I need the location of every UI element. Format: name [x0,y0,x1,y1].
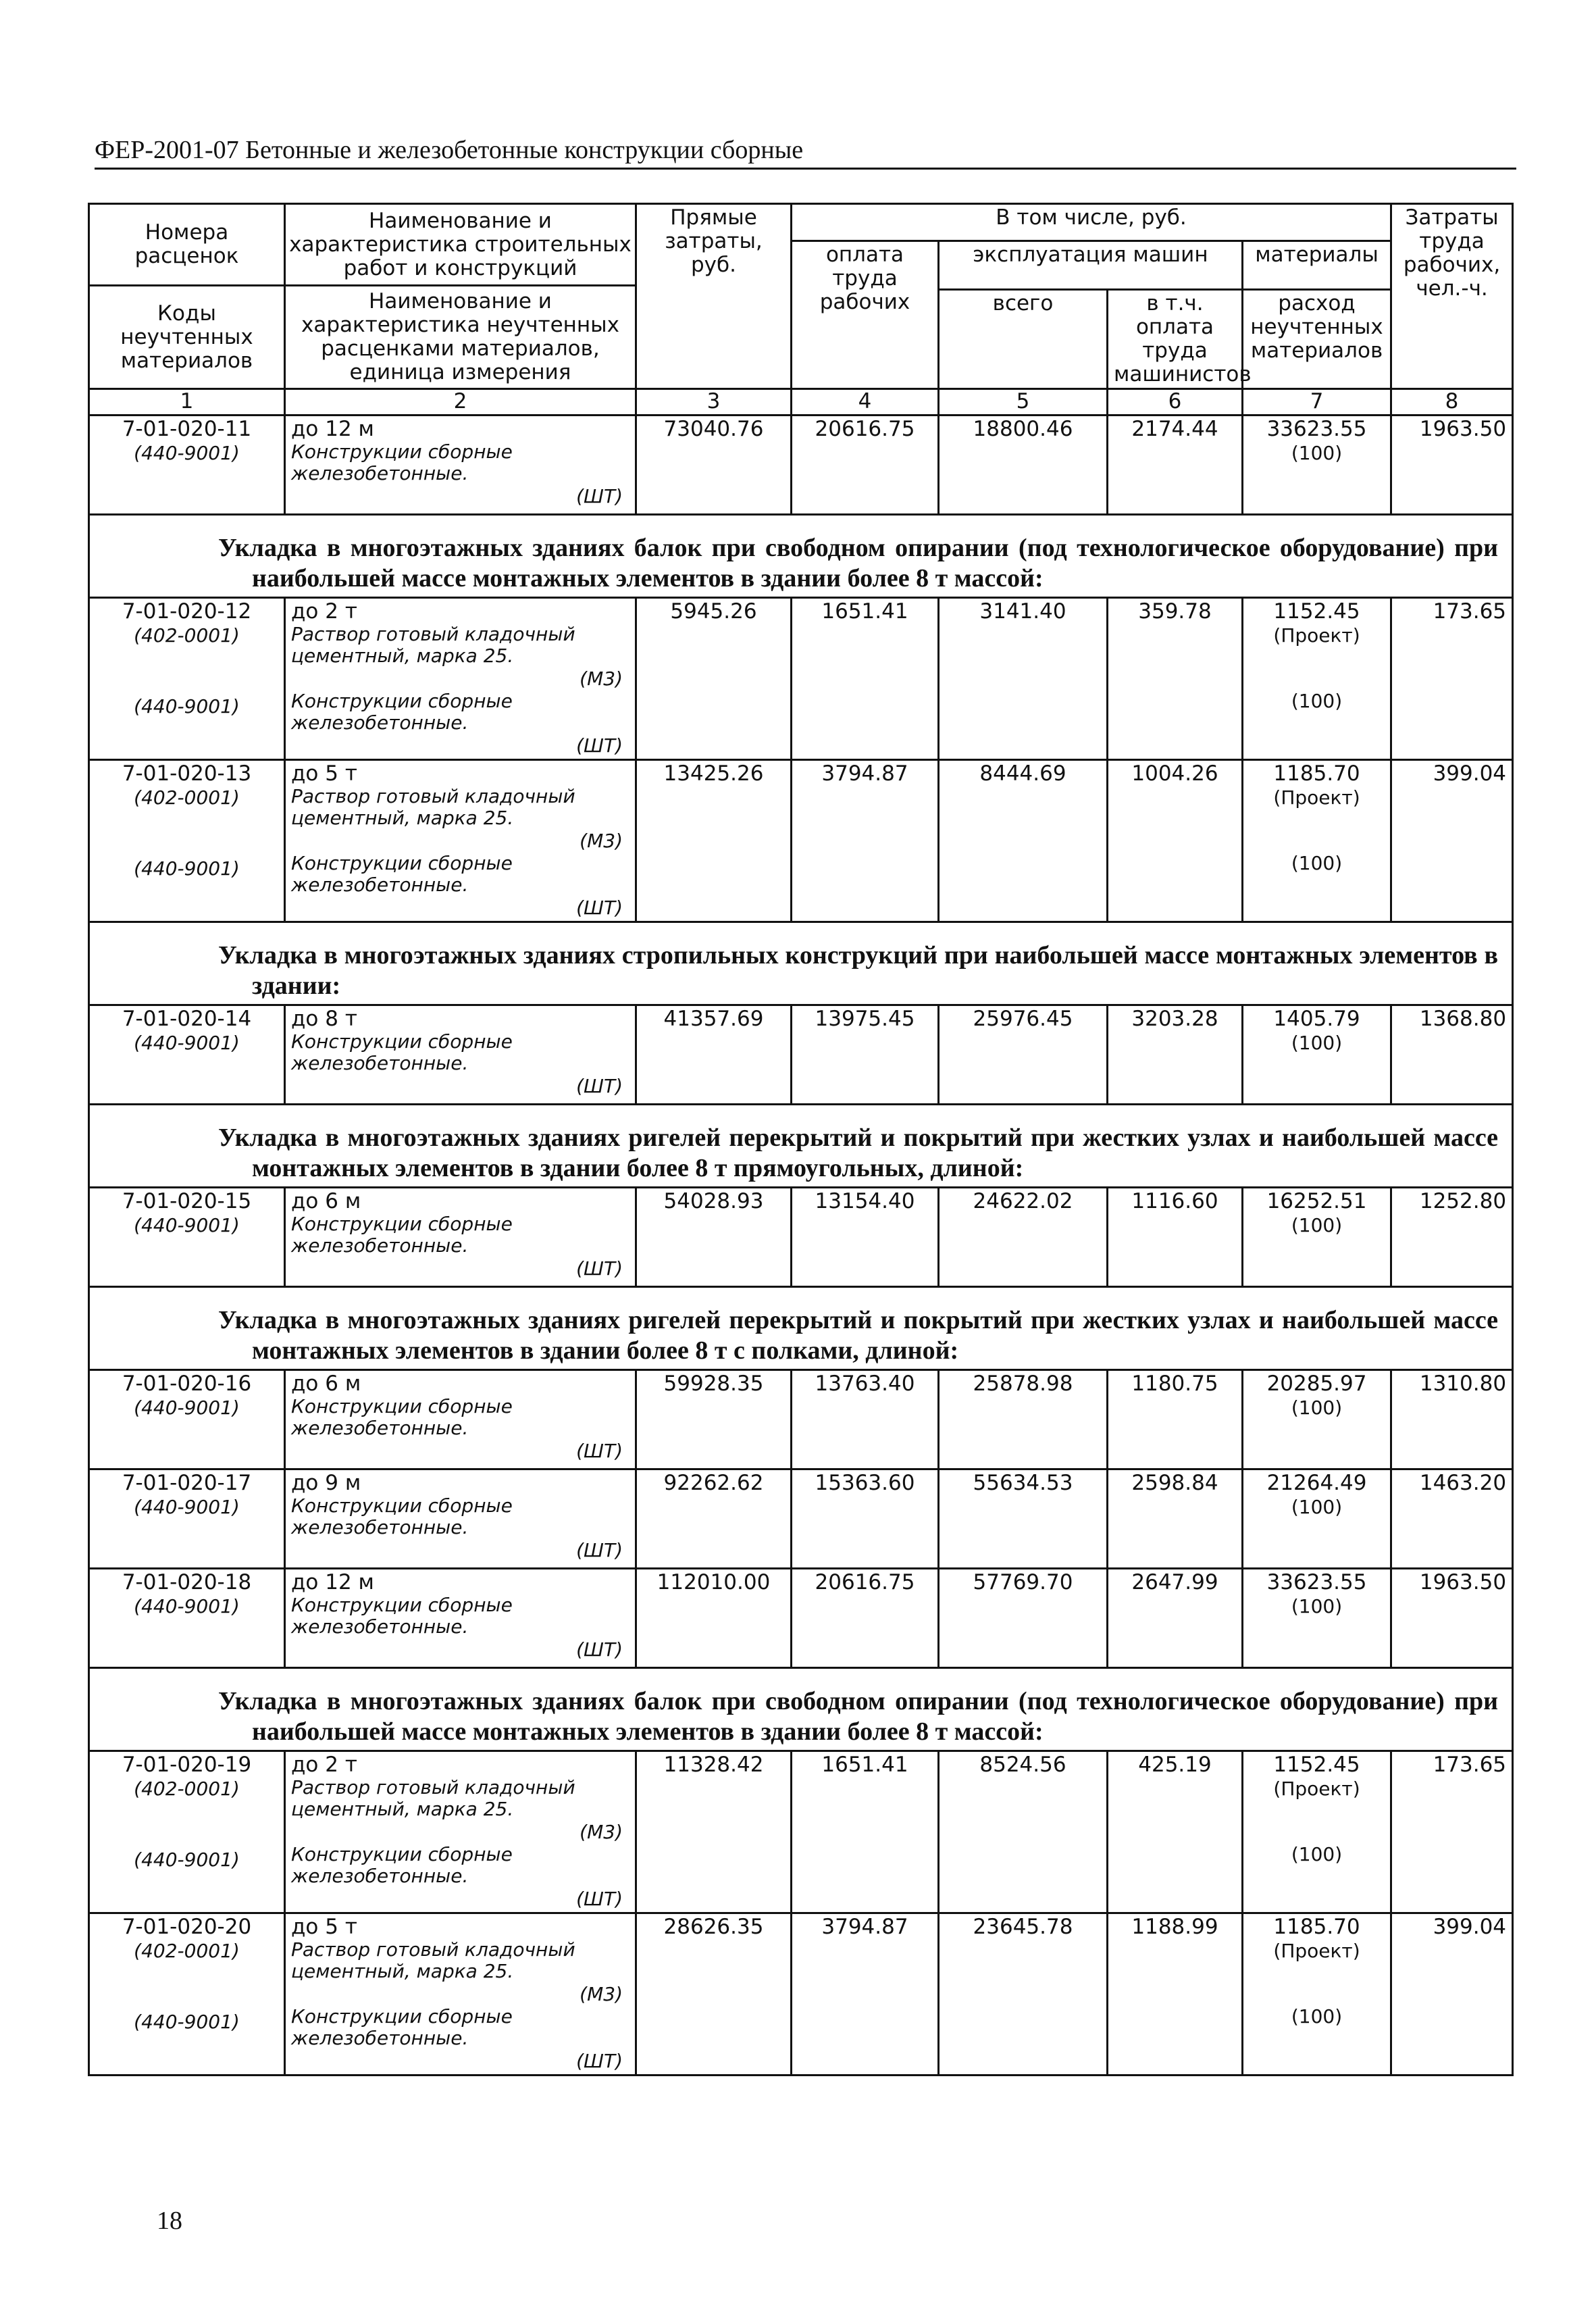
materials-quantity: (100) [1291,1843,1343,1865]
table-body [89,416,1513,2076]
machines-total-value: 25976.45 [939,1005,1108,1105]
material-unit: (ШТ) [576,485,623,507]
material-code: (402-0001) [134,1778,240,1800]
direct-costs-value: 11328.42 [636,1751,792,1913]
materials-cell [1243,1005,1391,1105]
material-name: Конструкции сборные железобетонные. [291,1494,513,1538]
material-code: (402-0001) [134,786,240,809]
material-name: Раствор готовый кладочный цементный, марка 25. [291,1938,575,1982]
material-name: Конструкции сборные железобетонные. [291,1395,513,1439]
header-col1 [89,204,285,389]
material-unit: (ШТ) [576,1888,623,1910]
column-number: 8 [1391,389,1513,416]
material-unit: (М3) [580,668,623,690]
material-code: (440-9001) [134,1032,240,1054]
operators-pay-value: 1188.99 [1108,1913,1243,2076]
header-materials-consumption: расход неучтенных материалов [1243,290,1391,389]
materials-quantity: (100) [1291,442,1343,464]
table-row [89,1005,1513,1105]
work-name-cell [285,1005,636,1105]
labor-pay-value: 20616.75 [792,1569,939,1668]
direct-costs-value: 5945.26 [636,598,792,760]
table-row [89,1569,1513,1668]
table-row [89,1469,1513,1569]
header-col2-top: Наименование и характеристика строительных работ и конструкций [286,205,635,286]
labor-pay-value: 13154.40 [792,1188,939,1287]
labor-pay-value: 13975.45 [792,1005,939,1105]
rate-code-cell [89,1913,285,2076]
spacer [1249,1801,1385,1842]
spacer [1249,1963,1385,2005]
labor-hours-value: 1252.80 [1391,1188,1513,1287]
work-name-cell [285,1370,636,1469]
materials-quantity: (100) [1291,852,1343,874]
price-table [88,203,1514,2076]
labor-hours-value: 399.04 [1391,1913,1513,2076]
labor-pay-value: 13763.40 [792,1370,939,1469]
machines-total-value: 25878.98 [939,1370,1108,1469]
table-row [89,760,1513,922]
direct-costs-value: 13425.26 [636,760,792,922]
work-name: до 9 м [291,1471,361,1495]
direct-costs-value: 112010.00 [636,1569,792,1668]
materials-value: 1185.70 [1273,761,1360,786]
table-row [89,416,1513,515]
material-code: (440-9001) [134,695,240,718]
rate-code: 7-01-020-16 [122,1372,252,1396]
machines-total-value: 24622.02 [939,1188,1108,1287]
work-name: до 2 т [291,1753,357,1777]
header-col2-bottom: Наименование и характеристика неучтенных расценками материалов, единица измерения [301,289,619,384]
spacer [1249,647,1385,689]
work-name-cell [285,1913,636,2076]
operators-pay-value: 1180.75 [1108,1370,1243,1469]
materials-quantity: (100) [1291,690,1343,712]
material-name: Конструкции сборные железобетонные. [291,441,513,484]
column-number: 4 [792,389,939,416]
labor-pay-value: 3794.87 [792,1913,939,2076]
materials-quantity: (100) [1291,1214,1343,1236]
spacer [95,809,278,857]
work-name-cell [285,416,636,515]
table-row [89,1751,1513,1913]
work-name-cell [285,760,636,922]
labor-pay-value: 15363.60 [792,1469,939,1569]
materials-value: 33623.55 [1266,417,1367,441]
material-name: Конструкции сборные железобетонные. [291,2005,513,2049]
section-heading-text: Укладка в многоэтажных зданиях ригелей перекрытий и покрытий при жестких узлах и наибольшей массе монтажных элементов в здании более 8 т прямоугольных, длиной: [218,1124,1499,1182]
section-heading-text: Укладка в многоэтажных зданиях ригелей перекрытий и покрытий при жестких узлах и наибольшей массе монтажных элементов в здании более 8 т с полками, длиной: [218,1306,1499,1365]
table-row [89,1913,1513,2076]
material-code: (440-9001) [134,1595,240,1617]
section-heading [89,1105,1513,1188]
rate-code-cell [89,760,285,922]
labor-pay-value: 3794.87 [792,760,939,922]
rate-code: 7-01-020-20 [122,1915,252,1939]
material-unit: (ШТ) [576,1257,623,1280]
header-materials: материалы [1243,241,1391,290]
header-col2 [285,204,636,389]
rate-code: 7-01-020-17 [122,1471,252,1495]
section-heading [89,922,1513,1005]
work-name: до 2 т [291,599,357,624]
material-unit: (ШТ) [576,1539,623,1561]
table-row [89,1370,1513,1469]
materials-value: 21264.49 [1266,1471,1367,1495]
material-unit: (ШТ) [576,1440,623,1462]
spacer [95,1963,278,2010]
work-name: до 8 т [291,1007,357,1031]
direct-costs-value: 59928.35 [636,1370,792,1469]
spacer [95,1801,278,1848]
materials-cell [1243,1469,1391,1569]
materials-quantity: (100) [1291,1595,1343,1617]
materials-quantity: (100) [1291,1032,1343,1054]
section-heading [89,1287,1513,1370]
rate-code-cell [89,1569,285,1668]
section-heading-row [89,1668,1513,1751]
material-code: (402-0001) [134,624,240,647]
machines-total-value: 3141.40 [939,598,1108,760]
rate-code: 7-01-020-12 [122,599,252,624]
machines-total-value: 18800.46 [939,416,1108,515]
material-name: Конструкции сборные железобетонные. [291,1030,513,1074]
operators-pay-value: 2174.44 [1108,416,1243,515]
work-name: до 5 т [291,1915,357,1939]
section-heading [89,1668,1513,1751]
material-unit: (ШТ) [576,897,623,919]
column-numbers-row [89,389,1513,416]
rate-code-cell [89,416,285,515]
work-name: до 12 м [291,417,374,441]
material-name: Конструкции сборные железобетонные. [291,690,513,734]
materials-quantity: (Проект) [1273,786,1360,809]
labor-hours-value: 1963.50 [1391,1569,1513,1668]
column-number: 6 [1108,389,1243,416]
direct-costs-value: 54028.93 [636,1188,792,1287]
work-name-cell [285,1188,636,1287]
operators-pay-value: 359.78 [1108,598,1243,760]
material-name: Раствор готовый кладочный цементный, марка 25. [291,623,575,667]
work-name-cell [285,598,636,760]
materials-cell [1243,1913,1391,2076]
operators-pay-value: 2647.99 [1108,1569,1243,1668]
header-labor-pay: оплата труда рабочих [792,241,939,389]
material-unit: (ШТ) [576,2050,623,2072]
material-name: Конструкции сборные железобетонные. [291,1213,513,1257]
materials-value: 1405.79 [1273,1007,1360,1031]
material-code: (402-0001) [134,1940,240,1962]
material-code: (440-9001) [134,2011,240,2033]
rate-code: 7-01-020-15 [122,1189,252,1213]
rate-code-cell [89,1469,285,1569]
labor-hours-value: 1963.50 [1391,416,1513,515]
labor-pay-value: 1651.41 [792,1751,939,1913]
labor-hours-value: 1310.80 [1391,1370,1513,1469]
rate-code: 7-01-020-13 [122,761,252,786]
material-code: (440-9001) [134,1848,240,1871]
page-number: 18 [157,2207,182,2235]
materials-cell [1243,760,1391,922]
material-name: Конструкции сборные железобетонные. [291,1594,513,1638]
header-machines: эксплуатация машин [939,241,1243,290]
labor-hours-value: 173.65 [1391,1751,1513,1913]
labor-pay-value: 1651.41 [792,598,939,760]
rate-code-cell [89,1188,285,1287]
section-heading-text: Укладка в многоэтажных зданиях балок при свободном опирании (под технологическое оборудование) при наибольшей массе монтажных элементов в здании более 8 т массой: [218,534,1499,593]
direct-costs-value: 28626.35 [636,1913,792,2076]
materials-value: 33623.55 [1266,1570,1367,1594]
material-unit: (ШТ) [576,1638,623,1661]
materials-quantity: (100) [1291,2005,1343,2028]
materials-quantity: (100) [1291,1397,1343,1419]
rate-code: 7-01-020-14 [122,1007,252,1031]
material-name: Раствор готовый кладочный цементный, марка 25. [291,1776,575,1820]
material-name: Конструкции сборные железобетонные. [291,1843,513,1887]
machines-total-value: 8444.69 [939,760,1108,922]
materials-value: 1185.70 [1273,1915,1360,1939]
header-operators-pay: в т.ч. оплата труда машинистов [1108,290,1243,389]
material-unit: (ШТ) [576,734,623,757]
material-unit: (М3) [580,1821,623,1843]
materials-cell [1243,416,1391,515]
column-number: 2 [285,389,636,416]
operators-pay-value: 425.19 [1108,1751,1243,1913]
materials-value: 20285.97 [1266,1372,1367,1396]
section-heading [89,515,1513,598]
labor-hours-value: 1463.20 [1391,1469,1513,1569]
column-number: 7 [1243,389,1391,416]
rate-code: 7-01-020-19 [122,1753,252,1777]
materials-cell [1243,1751,1391,1913]
section-heading-text: Укладка в многоэтажных зданиях балок при свободном опирании (под технологическое оборудование) при наибольшей массе монтажных элементов в здании более 8 т массой: [218,1687,1499,1746]
column-number: 3 [636,389,792,416]
material-code: (440-9001) [134,442,240,464]
work-name-cell [285,1751,636,1913]
rate-code-cell [89,1751,285,1913]
section-heading-row [89,922,1513,1005]
work-name: до 6 м [291,1372,361,1396]
section-heading-row [89,515,1513,598]
direct-costs-value: 92262.62 [636,1469,792,1569]
materials-quantity: (Проект) [1273,1940,1360,1962]
section-heading-row [89,1287,1513,1370]
material-code: (440-9001) [134,1397,240,1419]
operators-pay-value: 2598.84 [1108,1469,1243,1569]
materials-value: 1152.45 [1273,599,1360,624]
rate-code: 7-01-020-11 [122,417,252,441]
header-labor-hours: Затраты труда рабочих, чел.-ч. [1391,204,1513,389]
rate-code-cell [89,1370,285,1469]
table-row [89,598,1513,760]
work-name-cell [285,1469,636,1569]
table-header [89,204,1513,416]
rate-code-cell [89,1005,285,1105]
operators-pay-value: 1004.26 [1108,760,1243,922]
labor-pay-value: 20616.75 [792,416,939,515]
material-unit: (М3) [580,1983,623,2005]
material-name: Раствор готовый кладочный цементный, марка 25. [291,785,575,829]
page-header: ФЕР-2001-07 Бетонные и железобетонные конструкции сборные [95,135,1516,170]
machines-total-value: 55634.53 [939,1469,1108,1569]
materials-cell [1243,1188,1391,1287]
material-unit: (М3) [580,830,623,852]
material-name: Конструкции сборные железобетонные. [291,852,513,896]
section-heading-text: Укладка в многоэтажных зданиях стропильных конструкций при наибольшей массе монтажных элементов в здании: [218,941,1499,1000]
material-code: (440-9001) [134,857,240,880]
labor-hours-value: 399.04 [1391,760,1513,922]
direct-costs-value: 73040.76 [636,416,792,515]
materials-value: 16252.51 [1266,1189,1367,1213]
labor-hours-value: 173.65 [1391,598,1513,760]
rate-code-cell [89,598,285,760]
materials-cell [1243,1370,1391,1469]
material-unit: (ШТ) [576,1075,623,1097]
operators-pay-value: 1116.60 [1108,1188,1243,1287]
machines-total-value: 8524.56 [939,1751,1108,1913]
spacer [95,647,278,695]
materials-quantity: (100) [1291,1496,1343,1518]
header-direct-costs: Прямые затраты, руб. [636,204,792,389]
table-row [89,1188,1513,1287]
column-number: 5 [939,389,1108,416]
column-number: 1 [89,389,285,416]
rate-code: 7-01-020-18 [122,1570,252,1594]
section-heading-row [89,1105,1513,1188]
material-code: (440-9001) [134,1214,240,1236]
materials-value: 1152.45 [1273,1753,1360,1777]
labor-hours-value: 1368.80 [1391,1005,1513,1105]
work-name: до 5 т [291,761,357,786]
materials-cell [1243,598,1391,760]
work-name: до 6 м [291,1189,361,1213]
header-including: В том числе, руб. [792,204,1391,241]
work-name-cell [285,1569,636,1668]
header-col1-bottom: Коды неучтенных материалов [120,301,253,373]
materials-cell [1243,1569,1391,1668]
spacer [1249,809,1385,851]
operators-pay-value: 3203.28 [1108,1005,1243,1105]
machines-total-value: 57769.70 [939,1569,1108,1668]
materials-quantity: (Проект) [1273,624,1360,647]
material-code: (440-9001) [134,1496,240,1518]
header-machines-total: всего [939,290,1108,389]
machines-total-value: 23645.78 [939,1913,1108,2076]
materials-quantity: (Проект) [1273,1778,1360,1800]
header-col1-top: Номера расценок [90,205,284,286]
work-name: до 12 м [291,1570,374,1594]
direct-costs-value: 41357.69 [636,1005,792,1105]
